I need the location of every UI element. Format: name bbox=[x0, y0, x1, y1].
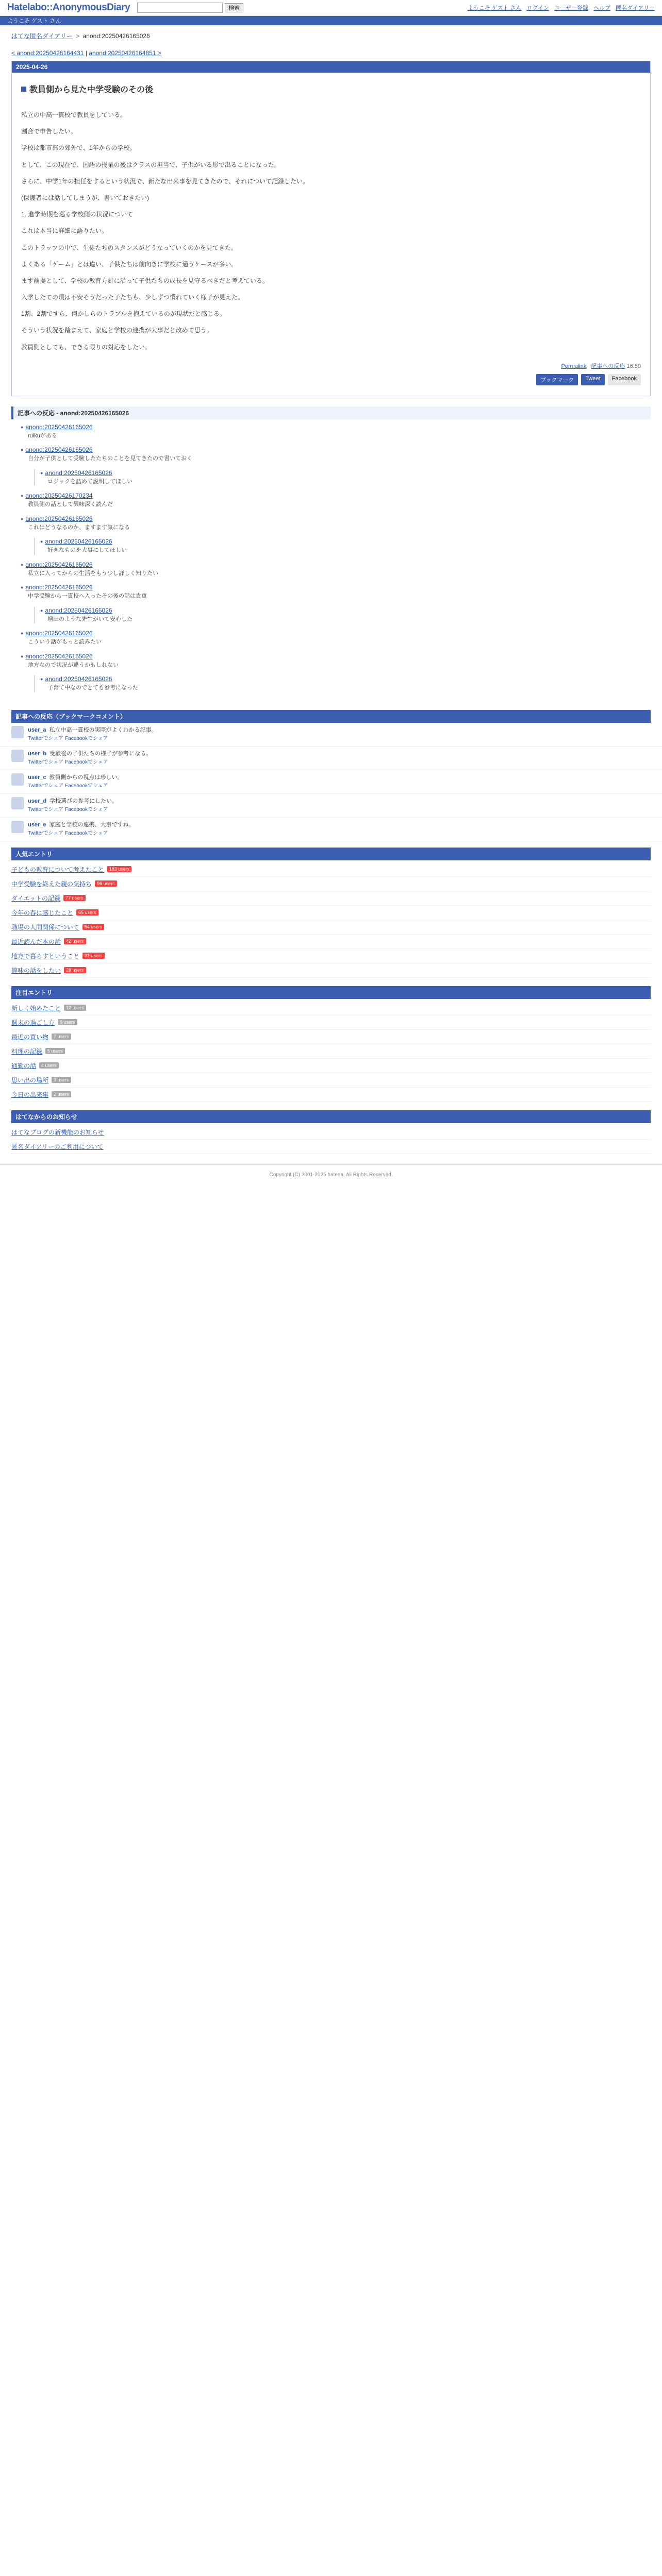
bookmark-user-link[interactable]: user_e bbox=[28, 821, 46, 828]
popular-item bbox=[11, 935, 651, 949]
notable-heading: 注目エントリ bbox=[11, 986, 651, 999]
popular-users-badge[interactable]: 42 users bbox=[64, 938, 86, 944]
notable-title-link[interactable]: 週末の過ごし方 bbox=[11, 1019, 55, 1026]
notable-title-link[interactable]: 通勤の話 bbox=[11, 1062, 37, 1070]
search-input[interactable] bbox=[137, 3, 223, 13]
comment-id-link[interactable]: anond:20250426165026 bbox=[25, 446, 93, 454]
comment-id-link[interactable]: anond:20250426165026 bbox=[25, 584, 93, 591]
bookmark-user-link[interactable]: user_d bbox=[28, 798, 47, 804]
user-avatar-icon[interactable] bbox=[11, 726, 24, 738]
comment-bullet-icon: ● bbox=[40, 539, 43, 545]
comment-text: 子育て中なのでとても参考になった bbox=[47, 685, 138, 691]
article-title-text: 教員側から見た中学受験のその後 bbox=[29, 86, 154, 94]
comment-bullet-icon: ● bbox=[21, 493, 24, 499]
popular-users-badge[interactable]: 96 users bbox=[95, 880, 117, 887]
comment-item bbox=[21, 584, 651, 601]
site-logo[interactable]: Hatelabo::AnonymousDiary bbox=[7, 2, 130, 13]
comment-head bbox=[21, 653, 651, 660]
article-paragraph: (保護者には話してしまうが、書いておきたい) bbox=[21, 194, 149, 201]
top-link-login[interactable]: ログイン bbox=[526, 5, 549, 11]
popular-item bbox=[11, 906, 651, 920]
comment-id-link[interactable]: anond:20250426165026 bbox=[25, 423, 93, 431]
bookmark-main bbox=[28, 821, 134, 838]
article-title bbox=[21, 83, 641, 95]
user-avatar-icon[interactable] bbox=[11, 797, 24, 809]
bookmarks-heading: 記事への反応（ブックマークコメント） bbox=[11, 710, 651, 723]
bookmark-item bbox=[0, 818, 662, 841]
notable-item bbox=[11, 1073, 651, 1088]
hatena-list bbox=[0, 1123, 662, 1156]
comment-head bbox=[21, 446, 651, 453]
bookmark-item bbox=[0, 770, 662, 794]
article-body bbox=[12, 73, 650, 396]
notable-item bbox=[11, 1044, 651, 1059]
comment-bullet-icon: ● bbox=[40, 676, 43, 682]
comment-text: 自分が子供として受験したたちのことを見てきたので書いておく bbox=[28, 455, 192, 462]
article-paragraph: まず前提として、学校の教育方針に沿って子供たちの成長を見守るべきだと考えている。 bbox=[21, 277, 269, 284]
sub-bar bbox=[0, 16, 662, 25]
comment-item bbox=[21, 561, 651, 578]
hatena-item bbox=[11, 1125, 651, 1140]
comment-head bbox=[40, 538, 651, 545]
pager-prev-label: anond:20250426164431 bbox=[16, 49, 84, 57]
comment-text: こういう話がもっと読みたい bbox=[28, 639, 102, 646]
comment-bullet-icon: ● bbox=[21, 585, 24, 590]
popular-item bbox=[11, 862, 651, 877]
bookmark-user-link[interactable]: user_a bbox=[28, 726, 46, 733]
comment-item bbox=[21, 630, 651, 647]
comment-bullet-icon: ● bbox=[21, 516, 24, 521]
popular-item bbox=[11, 877, 651, 891]
sub-link-welcome: ようこそ ゲスト さん bbox=[7, 18, 61, 24]
pager-next[interactable]: anond:20250426164851 > bbox=[89, 49, 161, 57]
comment-item bbox=[34, 538, 651, 555]
notable-users-badge[interactable]: 4 users bbox=[39, 1062, 59, 1069]
notable-users-badge[interactable]: 12 users bbox=[64, 1005, 86, 1011]
bookmark-item bbox=[0, 794, 662, 818]
permalink-link[interactable]: Permalink bbox=[561, 363, 587, 369]
bookmark-share-links[interactable]: Twitterでシェア Facebookでシェア bbox=[28, 807, 108, 813]
pager-divider: | bbox=[85, 49, 89, 57]
comments-list bbox=[0, 419, 662, 704]
notable-users-badge[interactable]: 2 users bbox=[52, 1091, 71, 1097]
top-links bbox=[468, 4, 655, 12]
popular-list bbox=[0, 860, 662, 980]
bookmark-main bbox=[28, 797, 118, 814]
bookmark-main bbox=[28, 726, 157, 743]
comment-item bbox=[21, 653, 651, 670]
bookmark-share-links[interactable]: Twitterでシェア Facebookでシェア bbox=[28, 736, 108, 742]
bookmark-share-links[interactable]: Twitterでシェア Facebookでシェア bbox=[28, 759, 108, 766]
title-square-icon bbox=[21, 87, 26, 92]
pager-next-label: anond:20250426164851 bbox=[89, 49, 156, 57]
popular-users-badge[interactable]: 54 users bbox=[82, 924, 105, 930]
article-footer bbox=[21, 362, 641, 370]
site-footer: Copyright (C) 2001-2025 hatena. All Rights Reserved. bbox=[0, 1164, 662, 1185]
notable-title-link[interactable]: 思い出の場所 bbox=[11, 1076, 49, 1084]
popular-item bbox=[11, 920, 651, 935]
popular-title-link[interactable]: 最近読んだ本の話 bbox=[11, 938, 61, 945]
comment-item bbox=[34, 675, 651, 692]
popular-title-link[interactable]: 今年の春に感じたこと bbox=[11, 909, 74, 917]
share-facebook-button[interactable]: Facebook bbox=[608, 374, 641, 385]
comment-head bbox=[40, 607, 651, 614]
comment-head bbox=[21, 584, 651, 591]
comment-id-link[interactable]: anond:20250426165026 bbox=[25, 515, 93, 522]
breadcrumb bbox=[0, 25, 662, 40]
comment-head bbox=[21, 492, 651, 499]
comment-head bbox=[21, 515, 651, 522]
comment-id-link[interactable]: anond:20250426165026 bbox=[25, 652, 93, 660]
article-paragraph: として、この現在で、国語の授業の後はクラスの担当で、子供がいる形で出ることになった。 bbox=[21, 161, 280, 168]
search-button[interactable]: 検索 bbox=[225, 3, 243, 12]
share-tweet-button[interactable]: Tweet bbox=[581, 374, 604, 385]
notable-title-link[interactable]: 料理の記録 bbox=[11, 1047, 43, 1055]
comments-heading: 記事への反応 - anond:20250426165026 bbox=[11, 406, 651, 419]
article-date: 2025-04-26 bbox=[12, 61, 650, 73]
bookmark-user-link[interactable]: user_b bbox=[28, 750, 47, 757]
comment-item bbox=[21, 492, 651, 509]
comment-id-link[interactable]: anond:20250426165026 bbox=[45, 606, 112, 614]
popular-users-badge[interactable]: 31 users bbox=[82, 953, 105, 959]
notable-users-badge[interactable]: 3 users bbox=[52, 1077, 71, 1083]
comment-bullet-icon: ● bbox=[40, 470, 43, 476]
breadcrumb-home[interactable]: はてな匿名ダイアリー bbox=[11, 32, 73, 40]
notable-item bbox=[11, 1001, 651, 1015]
article-paragraph: 1割、2割ですら、何かしらのトラブルを抱えているのが現状だと感じる。 bbox=[21, 310, 226, 318]
hatena-item bbox=[11, 1140, 651, 1154]
comment-item bbox=[21, 446, 651, 463]
comment-item bbox=[34, 607, 651, 624]
bookmark-comment: 受験後の子供たちの様子が参考になる。 bbox=[49, 750, 152, 757]
notable-item bbox=[11, 1015, 651, 1030]
comment-text: 地方なので状況が違うかもしれない bbox=[28, 662, 119, 668]
share-bar bbox=[21, 374, 641, 385]
article-paragraph: 教員側としても、できる限りの対応をしたい。 bbox=[21, 343, 152, 351]
article-paragraph: これは本当に詳細に語りたい。 bbox=[21, 227, 108, 235]
pager-prev[interactable]: < anond:20250426164431 bbox=[11, 49, 84, 57]
popular-title-link[interactable]: ダイエットの記録 bbox=[11, 894, 61, 902]
comment-id-link[interactable]: anond:20250426165026 bbox=[45, 538, 112, 546]
article-paragraph: そういう状況を踏まえて、家庭と学校の連携が大事だと改めて思う。 bbox=[21, 327, 213, 334]
top-link-signup[interactable]: ユーザー登録 bbox=[554, 5, 588, 11]
top-link-anond[interactable]: 匿名ダイアリー bbox=[615, 5, 655, 11]
comment-text: 教員側の話として興味深く読んだ bbox=[28, 501, 113, 508]
reaction-link[interactable]: 記事への反応 bbox=[591, 363, 625, 369]
top-link-help[interactable]: ヘルプ bbox=[593, 5, 610, 11]
article-paragraph: 入学したての頃は不安そうだった子たちも、少しずつ慣れていく様子が見えた。 bbox=[21, 294, 244, 301]
article-paragraph: 私立の中高一貫校で教員をしている。 bbox=[21, 111, 127, 118]
share-bookmark-button[interactable]: ブックマーク bbox=[536, 374, 578, 385]
comment-head bbox=[40, 675, 651, 683]
article-paragraph: このトラップの中で、生徒たちのスタンスがどうなっていくのかを見てきた。 bbox=[21, 244, 238, 251]
breadcrumb-separator: > bbox=[76, 32, 80, 40]
comment-bullet-icon: ● bbox=[21, 447, 24, 453]
article-paragraph: 割合で申告したい。 bbox=[21, 128, 77, 135]
top-link-welcome: ようこそ ゲスト さん bbox=[467, 5, 522, 11]
bookmark-main bbox=[28, 750, 152, 767]
comment-bullet-icon: ● bbox=[40, 607, 43, 613]
notable-users-badge[interactable]: 7 users bbox=[52, 1033, 71, 1040]
popular-title-link[interactable]: 地方で暮らすということ bbox=[11, 952, 80, 960]
comment-text: 好きなものを大事にしてほしい bbox=[47, 547, 127, 554]
comment-id-link[interactable]: anond:20250426165026 bbox=[45, 675, 112, 683]
comment-head bbox=[21, 423, 651, 431]
comment-item bbox=[34, 469, 651, 486]
comment-id-link[interactable]: anond:20250426170234 bbox=[25, 492, 93, 500]
comment-id-link[interactable]: anond:20250426165026 bbox=[25, 561, 93, 568]
article-paragraph: 1. 進学時期を巡る学校側の状況について bbox=[21, 211, 134, 218]
article-paragraph: よくある「ゲーム」とは違い、子供たちは前向きに学校に通うケースが多い。 bbox=[21, 260, 238, 268]
popular-users-badge[interactable]: 183 users bbox=[107, 866, 132, 872]
popular-item bbox=[11, 963, 651, 978]
pager bbox=[0, 40, 662, 61]
comment-item bbox=[21, 515, 651, 532]
notable-title-link[interactable]: 最近の買い物 bbox=[11, 1033, 49, 1041]
comment-text: 増田のような先生がいて安心した bbox=[47, 616, 133, 622]
bookmark-comment: 教員側からの視点は珍しい。 bbox=[49, 774, 123, 781]
article bbox=[11, 61, 651, 396]
notable-item bbox=[11, 1088, 651, 1102]
comment-text: これはどうなるのか、ますます気になる bbox=[28, 524, 130, 531]
bookmark-comment: 家庭と学校の連携、大事ですね。 bbox=[49, 821, 135, 828]
top-bar bbox=[0, 0, 662, 16]
bookmarks-list bbox=[0, 723, 662, 841]
user-avatar-icon[interactable] bbox=[11, 750, 24, 762]
bookmark-comment: 学校選びの参考にしたい。 bbox=[49, 798, 118, 804]
notable-list bbox=[0, 999, 662, 1104]
hatena-heading: はてなからのお知らせ bbox=[11, 1110, 651, 1123]
bookmark-user-link[interactable]: user_c bbox=[28, 774, 46, 781]
popular-title-link[interactable]: 子どもの教育について考えたこと bbox=[11, 866, 104, 873]
article-time: 16:50 bbox=[626, 363, 641, 369]
comment-item bbox=[21, 423, 651, 440]
comment-id-link[interactable]: anond:20250426165026 bbox=[25, 630, 93, 637]
comment-head bbox=[21, 630, 651, 637]
popular-users-badge[interactable]: 28 users bbox=[64, 967, 86, 973]
user-avatar-icon[interactable] bbox=[11, 821, 24, 833]
popular-users-badge[interactable]: 65 users bbox=[76, 909, 98, 916]
popular-item bbox=[11, 891, 651, 906]
article-paragraphs bbox=[21, 110, 641, 352]
comment-id-link[interactable]: anond:20250426165026 bbox=[45, 469, 112, 477]
hatena-news-link[interactable]: 匿名ダイアリーのご利用について bbox=[11, 1143, 104, 1150]
comment-bullet-icon: ● bbox=[21, 631, 24, 636]
bookmark-share-links[interactable]: Twitterでシェア Facebookでシェア bbox=[28, 831, 108, 837]
popular-title-link[interactable]: 中学受験を終えた親の気持ち bbox=[11, 880, 92, 888]
popular-item bbox=[11, 949, 651, 963]
comment-text: ruikuがある bbox=[28, 432, 57, 439]
bookmark-item bbox=[0, 723, 662, 747]
comment-bullet-icon: ● bbox=[21, 424, 24, 430]
bookmark-comment: 私立中高一貫校の実際がよくわかる記事。 bbox=[49, 726, 157, 733]
comment-text: 中学受験から一貫校へ入ったその後の話は貴重 bbox=[28, 593, 147, 600]
bookmark-item bbox=[0, 747, 662, 770]
notable-item bbox=[11, 1030, 651, 1044]
comment-head bbox=[40, 469, 651, 477]
notable-users-badge[interactable]: 5 users bbox=[45, 1048, 65, 1054]
user-avatar-icon[interactable] bbox=[11, 773, 24, 786]
hatena-news-link[interactable]: はてなブログの新機能のお知らせ bbox=[11, 1128, 104, 1136]
notable-title-link[interactable]: 新しく始めたこと bbox=[11, 1004, 61, 1012]
popular-title-link[interactable]: 趣味の話をしたい bbox=[11, 967, 61, 974]
article-paragraph: さらに、中学1年の担任をするという状況で、新たな出来事を見てきたので、それについて記録したい。 bbox=[21, 177, 309, 185]
popular-heading: 人気エントリ bbox=[11, 848, 651, 860]
popular-title-link[interactable]: 職場の人間関係について bbox=[11, 923, 79, 931]
breadcrumb-current: anond:20250426165026 bbox=[82, 32, 150, 40]
article-paragraph: 学校は都市部の郊外で、1年からの学校。 bbox=[21, 144, 136, 152]
popular-users-badge[interactable]: 77 users bbox=[63, 895, 86, 901]
comment-bullet-icon: ● bbox=[21, 562, 24, 567]
notable-users-badge[interactable]: 9 users bbox=[58, 1019, 77, 1025]
notable-item bbox=[11, 1059, 651, 1073]
comment-bullet-icon: ● bbox=[21, 653, 24, 659]
bookmark-main bbox=[28, 773, 123, 790]
notable-title-link[interactable]: 今日の出来事 bbox=[11, 1091, 49, 1098]
bookmark-share-links[interactable]: Twitterでシェア Facebookでシェア bbox=[28, 783, 108, 789]
comment-text: ロジックを詰めて説明してほしい bbox=[47, 478, 133, 485]
comment-text: 私立に入ってからの生活をもう少し詳しく知りたい bbox=[28, 570, 158, 577]
comment-head bbox=[21, 561, 651, 568]
